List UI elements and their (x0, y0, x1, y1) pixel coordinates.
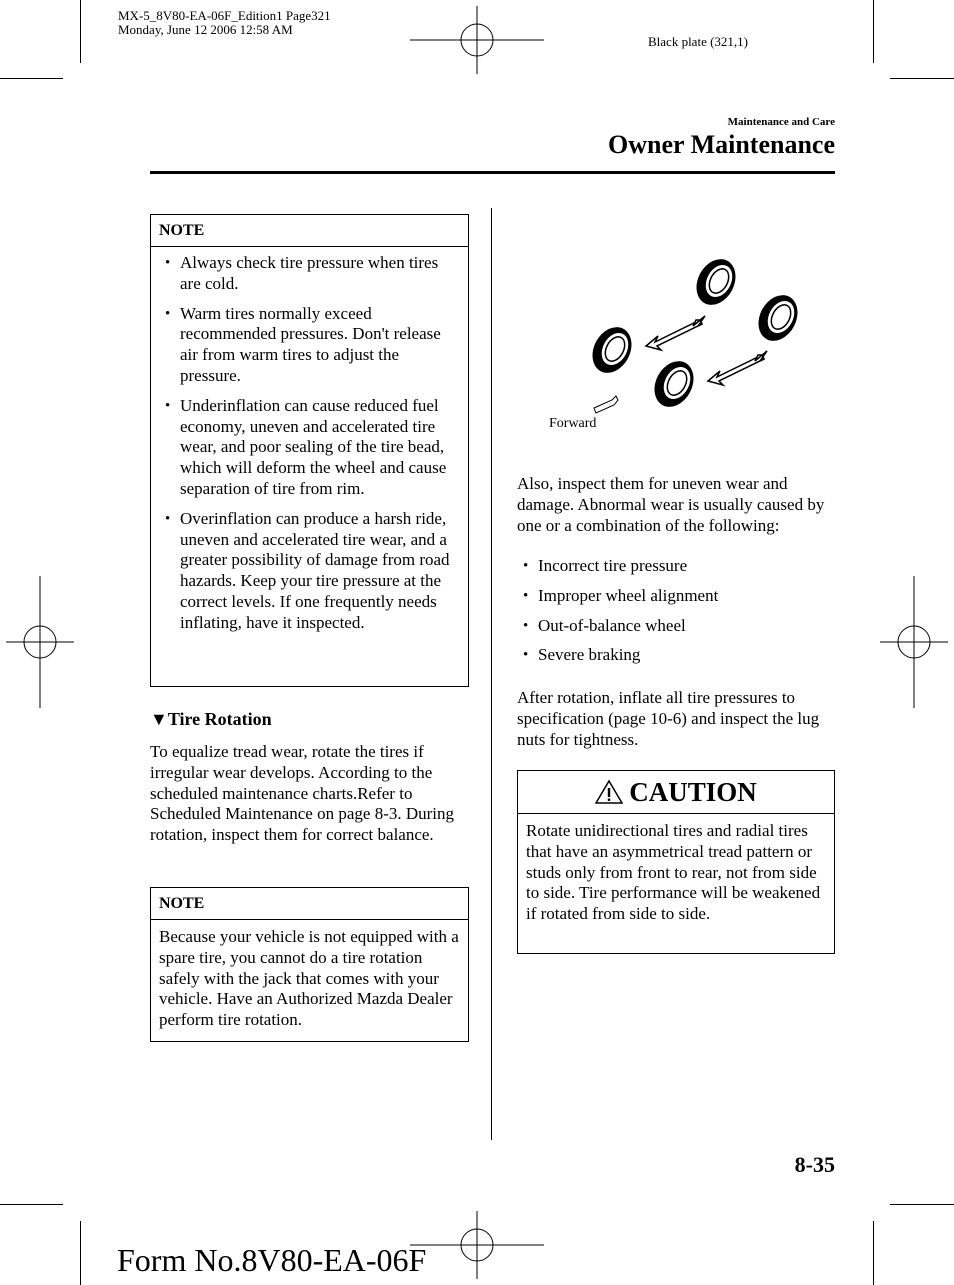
after-rotation-paragraph: After rotation, inflate all tire pressures to specification (page 10-6) and inspect the lug nuts for tightness. (517, 688, 820, 749)
print-date-line: Monday, June 12 2006 12:58 AM (118, 22, 293, 37)
tire-rear-right-icon (647, 354, 701, 413)
caution-header (518, 771, 834, 814)
triangle-marker-icon: ▼ (150, 709, 168, 729)
note-text: Because your vehicle is not equipped with a spare tire, you cannot do a tire rotation safely with the jack that comes with your vehicle. Have an Authorized Mazda Dealer perform tire rotation. (159, 927, 459, 1030)
rotation-arrow-right-icon (708, 351, 767, 385)
forward-label: Forward (549, 416, 597, 431)
registration-mark-top-icon (410, 6, 544, 74)
forward-arrow-icon (594, 396, 618, 413)
form-number: Form No.8V80-EA-06F (117, 1242, 427, 1278)
tire-front-right-icon (751, 288, 805, 347)
section-label: Maintenance and Care (727, 116, 835, 128)
list-item: • Incorrect tire pressure (517, 556, 835, 577)
tire-rotation-diagram (540, 250, 810, 440)
list-item: • Overinflation can produce a harsh ride, uneven and accelerated tire wear, and a greater possibility of damage from road hazards. Keep your tire pressure at the correct levels. If one frequently needs inflating, have it inspected. (159, 509, 462, 634)
note-heading: NOTE (151, 888, 468, 920)
tire-rear-left-icon (585, 320, 639, 379)
registration-mark-right-icon (880, 576, 948, 708)
subsection-heading (150, 709, 272, 730)
rotation-arrow-left-icon (646, 316, 705, 350)
header-rule (150, 171, 835, 174)
list-item: • Warm tires normally exceed recommended pressures. Don't release air from warm tires to adjust the pressure. (159, 304, 462, 387)
note-list (151, 247, 468, 634)
list-item: • Improper wheel alignment (517, 586, 835, 607)
print-file-line: MX-5_8V80-EA-06F_Edition1 Page321 (118, 8, 331, 23)
list-item: • Underinflation can cause reduced fuel economy, uneven and accelerated tire wear, and poor sealing of the tire bead, which will deform the wheel and cause separation of tire from rim. (159, 396, 462, 500)
page-number: 8-35 (794, 1152, 835, 1177)
column-divider (491, 208, 492, 1140)
page-title: Owner Maintenance (608, 130, 835, 159)
tire-front-left-icon (689, 252, 743, 311)
note-heading: NOTE (151, 215, 468, 247)
registration-mark-bottom-icon (410, 1211, 544, 1279)
list-item: • Severe braking (517, 645, 835, 666)
subsection-title: Tire Rotation (167, 709, 272, 729)
caution-heading: CAUTION (629, 776, 757, 807)
list-item: • Always check tire pressure when tires are cold. (159, 253, 462, 295)
tire-rotation-paragraph: To equalize tread wear, rotate the tires if irregular wear develops. According to the scheduled maintenance charts.Refer to Scheduled Maintenance on page 8-3. During rotation, inspect them for correct balance. (150, 742, 455, 845)
list-item: • Out-of-balance wheel (517, 616, 835, 637)
black-plate-label: Black plate (321,1) (648, 34, 748, 49)
wear-causes-list (517, 556, 835, 666)
caution-box (517, 770, 835, 954)
note-box (150, 214, 469, 687)
registration-mark-left-icon (6, 576, 74, 708)
caution-text: Rotate unidirectional tires and radial tires that have an asymmetrical tread pattern or studs only from front to rear, not from side to side. Tire performance will be weakened if rotated from side to side. (526, 821, 821, 924)
inspect-paragraph: Also, inspect them for uneven wear and damage. Abnormal wear is usually caused by one or a combination of the following: (517, 474, 825, 535)
note-box-spare-tire (150, 887, 469, 1042)
warning-triangle-icon (595, 779, 623, 805)
